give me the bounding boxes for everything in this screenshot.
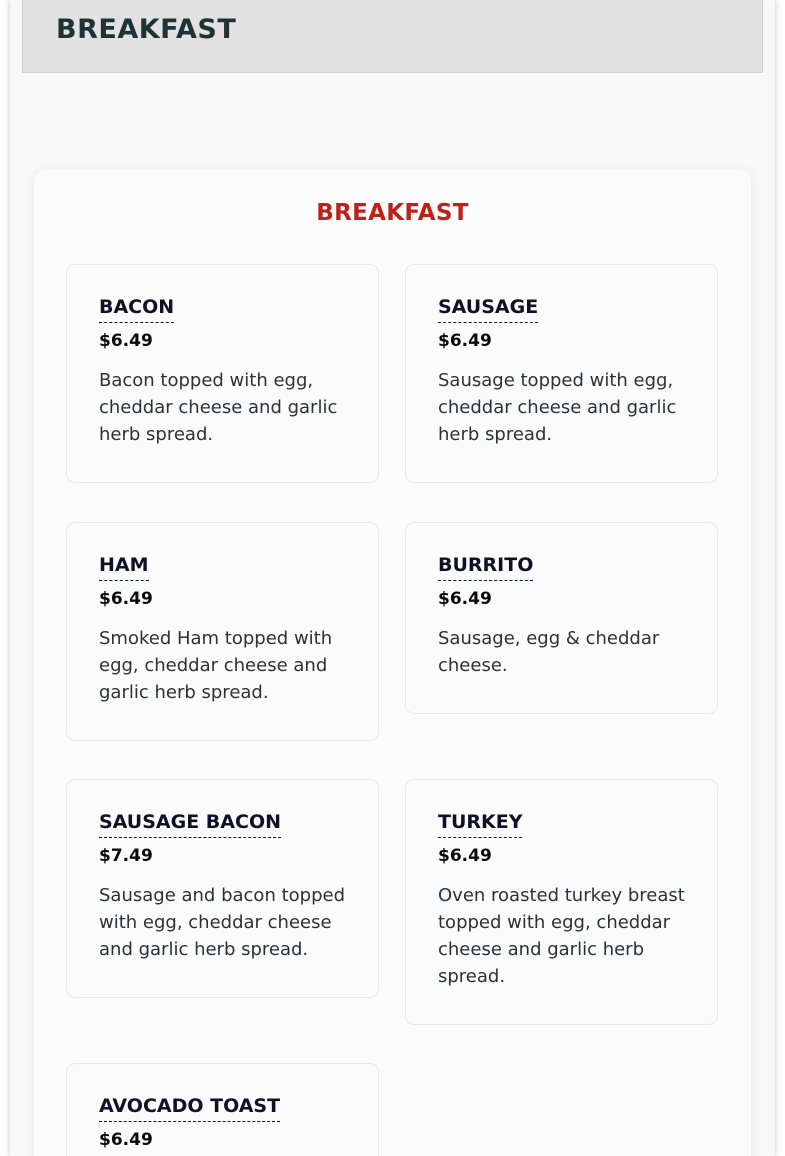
item-name: HAM (99, 553, 149, 581)
item-name: SAUSAGE BACON (99, 810, 281, 838)
item-price: $6.49 (438, 331, 492, 351)
item-price: $7.49 (99, 846, 153, 866)
item-name: BACON (99, 295, 174, 323)
item-description: Oven roasted turkey breast topped with egg, cheddar cheese and garlic herb spread. (438, 885, 685, 987)
item-description: Bacon topped with egg, cheddar cheese and garlic herb spread. (99, 370, 338, 445)
item-name: AVOCADO TOAST (99, 1094, 280, 1122)
page-container (10, 0, 775, 1156)
item-description: Sausage and bacon topped with egg, cheddar cheese and garlic herb spread. (99, 885, 345, 960)
item-price: $6.49 (99, 331, 153, 351)
item-description: Sausage topped with egg, cheddar cheese and garlic herb spread. (438, 370, 677, 445)
menu-item-ham[interactable] (66, 522, 379, 741)
item-price: $6.49 (99, 589, 153, 609)
item-name: TURKEY (438, 810, 522, 838)
category-title: BREAKFAST (56, 14, 237, 45)
menu-section-card (34, 170, 751, 1156)
item-price: $6.49 (438, 846, 492, 866)
menu-item-sausage[interactable] (405, 264, 718, 483)
menu-item-avocado-toast[interactable] (66, 1063, 379, 1156)
menu-item-bacon[interactable] (66, 264, 379, 483)
item-name: SAUSAGE (438, 295, 538, 323)
item-description: Sausage, egg & cheddar cheese. (438, 628, 660, 676)
menu-item-turkey[interactable] (405, 779, 718, 1025)
category-header (22, 0, 763, 73)
item-name: BURRITO (438, 553, 533, 581)
item-price: $6.49 (99, 1130, 153, 1150)
item-description: Smoked Ham topped with egg, cheddar cheese and garlic herb spread. (99, 628, 333, 703)
menu-item-sausage-bacon[interactable] (66, 779, 379, 998)
section-title: BREAKFAST (316, 200, 469, 226)
menu-item-burrito[interactable] (405, 522, 718, 714)
item-price: $6.49 (438, 589, 492, 609)
